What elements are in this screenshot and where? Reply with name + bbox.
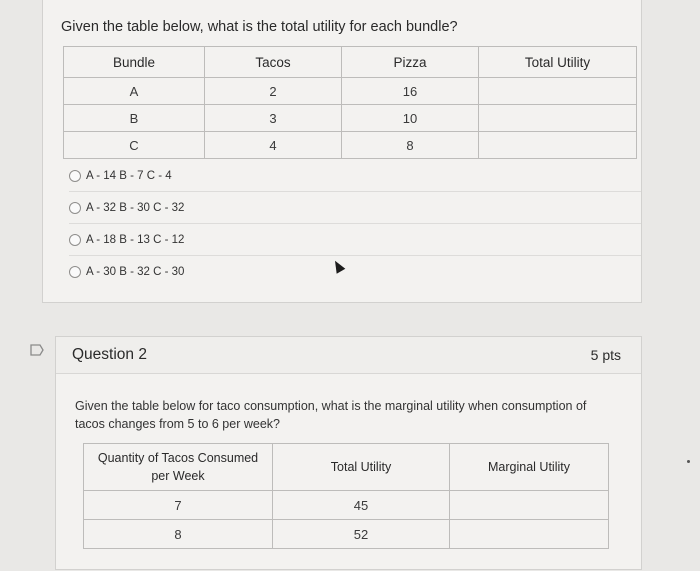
cell-pizza: 16 xyxy=(342,78,479,105)
cell-marginal-utility xyxy=(450,520,609,549)
bundle-table xyxy=(63,46,637,159)
question-2-card xyxy=(55,336,642,570)
screen-speck xyxy=(687,460,690,463)
option-label: A - 32 B - 30 C - 32 xyxy=(86,201,185,214)
answer-option[interactable] xyxy=(69,256,641,287)
question-2-header xyxy=(56,337,641,374)
cell-total-utility: 52 xyxy=(273,520,450,549)
cell-tacos: 3 xyxy=(205,105,342,132)
header-total-utility: Total Utility xyxy=(479,47,637,78)
cell-total-utility xyxy=(479,105,637,132)
option-label: A - 14 B - 7 C - 4 xyxy=(86,169,172,182)
answer-option[interactable] xyxy=(69,192,641,224)
cell-bundle: B xyxy=(64,105,205,132)
answer-option[interactable] xyxy=(69,224,641,256)
header-bundle: Bundle xyxy=(64,47,205,78)
question-1-card xyxy=(42,0,642,303)
table-row xyxy=(84,491,609,520)
radio-button[interactable] xyxy=(69,234,81,246)
cell-total-utility: 45 xyxy=(273,491,450,520)
cell-tacos: 2 xyxy=(205,78,342,105)
header-quantity: Quantity of Tacos Consumed per Week xyxy=(84,444,273,491)
table-header-row xyxy=(84,444,609,491)
cell-total-utility xyxy=(479,78,637,105)
table-row xyxy=(64,105,637,132)
header-pizza: Pizza xyxy=(342,47,479,78)
header-marginal-utility: Marginal Utility xyxy=(450,444,609,491)
table-row xyxy=(64,78,637,105)
table-row xyxy=(64,132,637,159)
flag-question-icon[interactable] xyxy=(30,344,44,356)
option-label: A - 18 B - 13 C - 12 xyxy=(86,233,185,246)
header-tacos: Tacos xyxy=(205,47,342,78)
radio-button[interactable] xyxy=(69,170,81,182)
question-2-prompt: Given the table below for taco consumption, what is the marginal utility when consumption of tacos changes from 5 to 6 per week? xyxy=(75,399,587,431)
answer-options xyxy=(69,160,641,287)
question-points: 5 pts xyxy=(590,347,621,363)
table-row xyxy=(84,520,609,549)
cell-quantity: 8 xyxy=(84,520,273,549)
cell-pizza: 10 xyxy=(342,105,479,132)
answer-option[interactable] xyxy=(69,160,641,192)
question-1-prompt: Given the table below, what is the total utility for each bundle? xyxy=(61,19,458,35)
taco-consumption-table xyxy=(83,443,609,549)
cell-tacos: 4 xyxy=(205,132,342,159)
cell-quantity: 7 xyxy=(84,491,273,520)
cell-bundle: C xyxy=(64,132,205,159)
radio-button[interactable] xyxy=(69,202,81,214)
cell-pizza: 8 xyxy=(342,132,479,159)
cell-bundle: A xyxy=(64,78,205,105)
radio-button[interactable] xyxy=(69,266,81,278)
header-total-utility: Total Utility xyxy=(273,444,450,491)
table-header-row xyxy=(64,47,637,78)
cell-total-utility xyxy=(479,132,637,159)
option-label: A - 30 B - 32 C - 30 xyxy=(86,265,185,278)
question-title: Question 2 xyxy=(72,346,147,363)
cell-marginal-utility xyxy=(450,491,609,520)
